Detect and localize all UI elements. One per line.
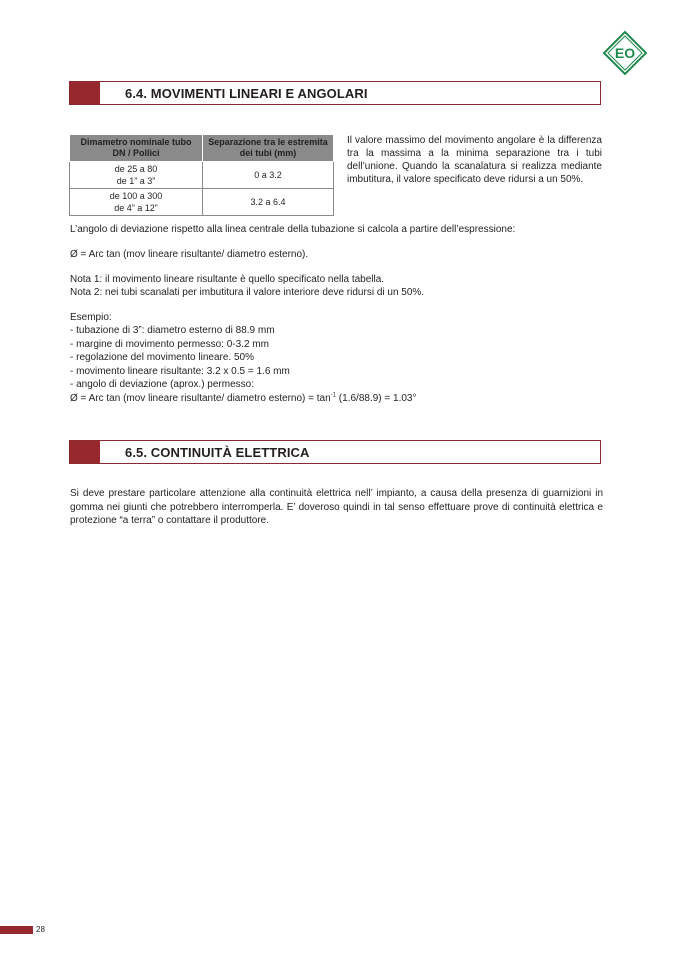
section-header-6-4: [69, 81, 601, 105]
table-row: [70, 162, 334, 189]
example-title: Esempio:: [70, 312, 112, 323]
size-inch: de 4” a 12”: [114, 203, 158, 213]
example-final-formula: [70, 392, 416, 406]
electrical-continuity-text: Si deve prestare particolare attenzione alla continuità elettrica nell’ impianto, a causa della presenza di guarnizioni in gomma nei giunti che potrebbero interromperla. E’ doveroso quindi in tal senso effettuare prove di continuità elettrica e protezione “a terra” o contattare il produttore.: [70, 488, 603, 526]
final-formula-sup: -1: [330, 392, 337, 399]
size-dn: de 25 a 80: [114, 164, 158, 174]
separation-table: [69, 134, 334, 216]
column-header: Separazione tra le estremita dei tubi (mm): [203, 135, 334, 162]
formula-text: Ø = Arc tan (mov lineare risultante/ diametro esterno).: [70, 249, 309, 260]
separation-cell: 3.2 a 6.4: [203, 189, 334, 216]
company-logo: [602, 30, 648, 76]
section-title: 6.4. MOVIMENTI LINEARI E ANGOLARI: [125, 86, 368, 101]
section-marker: [70, 82, 100, 104]
table-header-row: [70, 135, 334, 162]
table-row: [70, 189, 334, 216]
size-cell: [70, 189, 203, 216]
note-2: Nota 2: nei tubi scanalati per imbutitura il valore interiore deve ridursi di un 50%.: [70, 287, 425, 298]
example-line: - angolo di deviazione (aprox.) permesso:: [70, 379, 254, 390]
footer-accent-bar: [0, 926, 33, 934]
section-header-6-5: [69, 440, 601, 464]
final-formula-post: (1.6/88.9) = 1.03°: [336, 393, 417, 404]
angular-movement-paragraph: Il valore massimo del movimento angolare è la differenza tra la massima a la minima separazione tra i tubi dell’unione. Quando la scanalatura si realizza mediante imbutitura, il valore specificato deve ridursi a un 50%.: [347, 135, 602, 185]
page-number: 28: [36, 925, 45, 934]
separation-cell: 0 a 3.2: [203, 162, 334, 189]
section-marker: [70, 441, 100, 463]
svg-text:EO: EO: [614, 45, 636, 61]
size-dn: de 100 a 300: [109, 191, 163, 201]
section-title: 6.5. CONTINUITÀ ELETTRICA: [125, 445, 310, 460]
example-line: - margine di movimento permesso: 0-3.2 mm: [70, 339, 269, 350]
size-cell: [70, 162, 203, 189]
final-formula-pre: Ø = Arc tan (mov lineare risultante/ diametro esterno) = tan: [70, 393, 331, 404]
column-header: Dimametro nominale tubo DN / Pollici: [70, 135, 203, 162]
angle-intro-text: L’angolo di deviazione rispetto alla linea centrale della tubazione si calcola a partire dell’espressione:: [70, 224, 516, 235]
note-1: Nota 1: il movimento lineare risultante è quello specificato nella tabella.: [70, 274, 385, 285]
example-line: - tubazione di 3”: diametro esterno di 88.9 mm: [70, 325, 275, 336]
example-line: - movimento lineare risultante: 3.2 x 0.5 = 1.6 mm: [70, 366, 290, 377]
size-inch: de 1” a 3”: [116, 176, 156, 186]
example-line: - regolazione del movimento lineare. 50%: [70, 352, 254, 363]
